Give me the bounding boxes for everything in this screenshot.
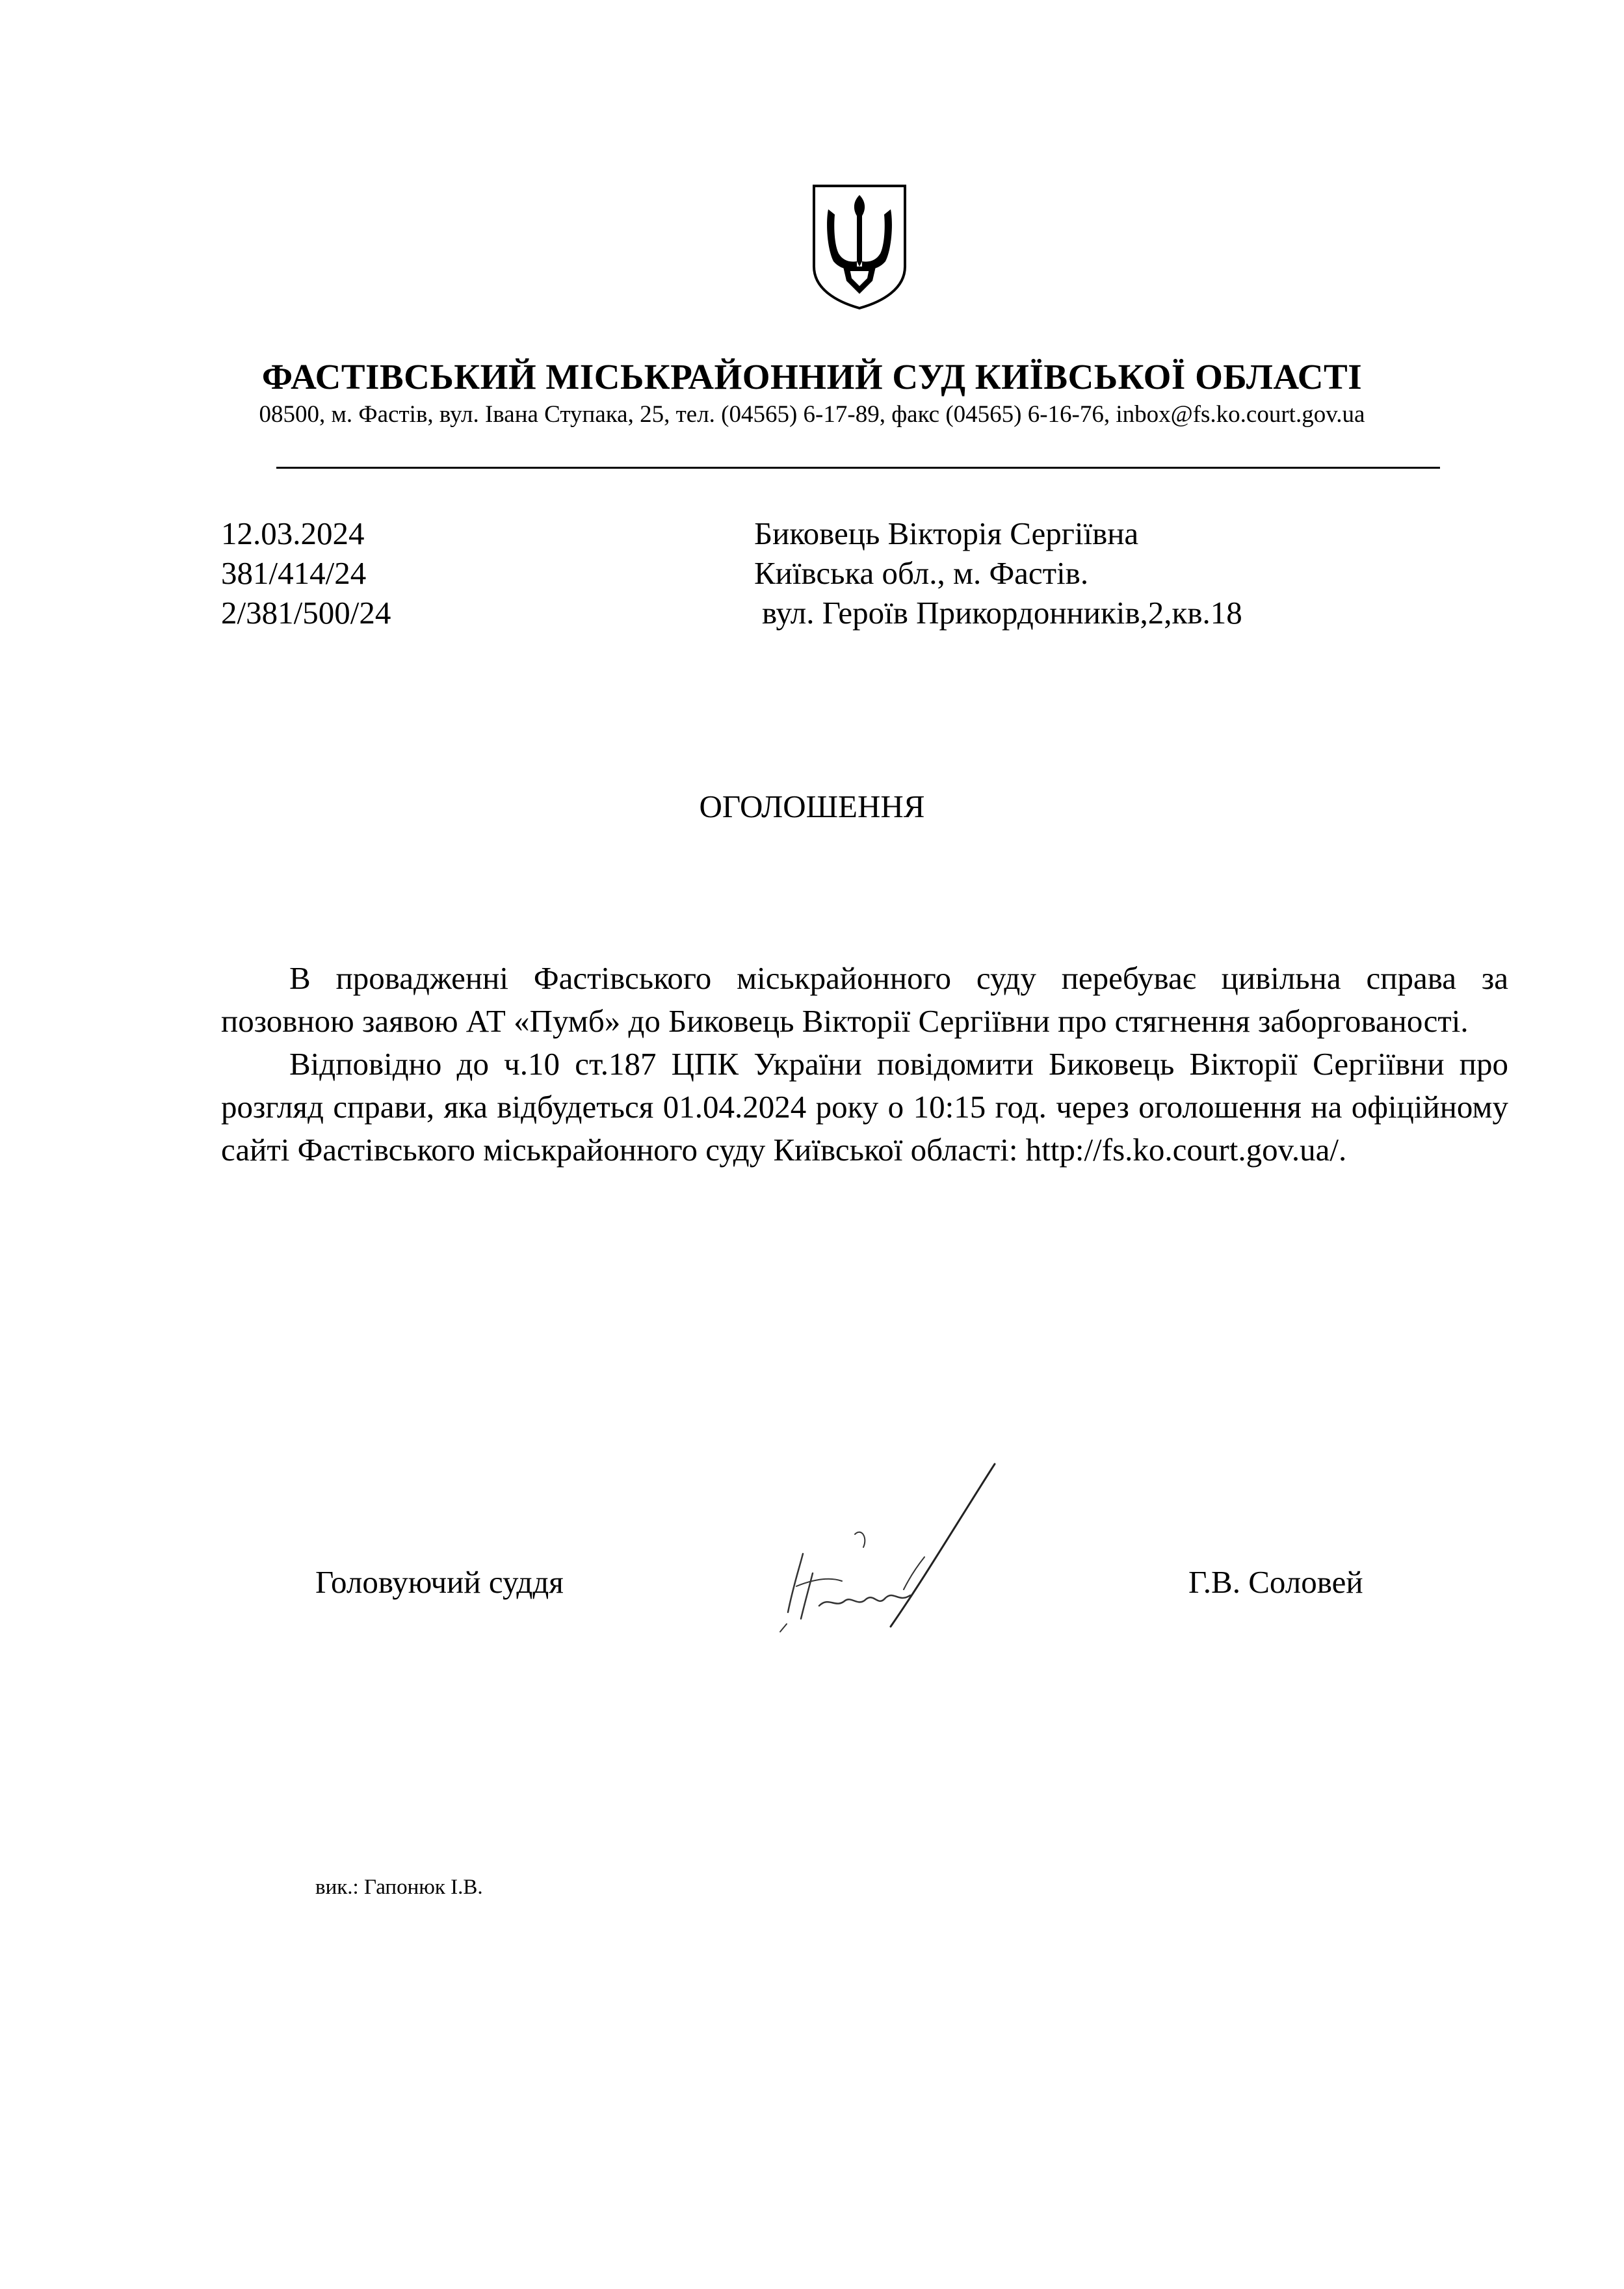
recipient-name: Биковець Вікторія Сергіївна xyxy=(754,516,1139,551)
document-body xyxy=(221,957,1508,1171)
recipient-region: Київська обл., м. Фастів. xyxy=(754,555,1089,591)
signatory-role: Головуючий суддя xyxy=(315,1564,564,1600)
ukraine-trident-icon xyxy=(811,183,908,310)
document-date: 12.03.2024 xyxy=(221,516,365,551)
proceeding-number: 2/381/500/24 xyxy=(221,595,391,631)
body-paragraph-1: В провадженні Фастівського міськрайонного суду перебуває цивільна справа за позовною заявою АТ «Пумб» до Биковець Вікторії Сергіївни про стягнення заборгованості. xyxy=(221,960,1508,1039)
court-name-heading: ФАСТІВСЬКИЙ МІСЬКРАЙОННИЙ СУД КИЇВСЬКОЇ ОБЛАСТІ xyxy=(261,357,1363,397)
header-divider xyxy=(276,467,1440,469)
recipient-street: вул. Героїв Прикордонників,2,кв.18 xyxy=(762,595,1242,631)
body-paragraph-2: Відповідно до ч.10 ст.187 ЦПК України повідомити Биковець Вікторії Сергіївни про розгляд справи, яка відбудеться 01.04.2024 року о 10:15 год. через оголошення на офіційному сайті Фастівського міськрайонного суду Київської області: http://fs.ko.court.gov.ua/. xyxy=(221,1046,1508,1168)
document-meta xyxy=(221,514,391,633)
document-title: ОГОЛОШЕННЯ xyxy=(699,789,925,824)
case-number: 381/414/24 xyxy=(221,555,367,591)
signature-row xyxy=(0,1563,1624,1642)
recipient-block xyxy=(754,514,1242,633)
court-address-line: 08500, м. Фастів, вул. Івана Ступака, 25, тел. (04565) 6-17-89, факс (04565) 6-16-76, inbox@fs.ko.court.gov.ua xyxy=(259,401,1365,428)
executor-note: вик.: Гапонюк І.В. xyxy=(315,1876,483,1899)
signatory-name: Г.В. Соловей xyxy=(1188,1564,1363,1600)
